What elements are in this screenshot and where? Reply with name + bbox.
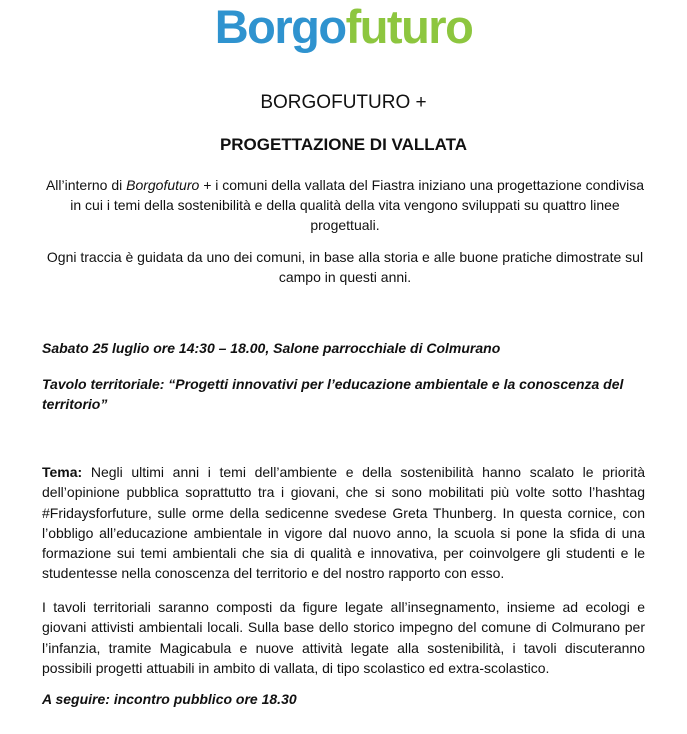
intro-paragraph-2: Ogni traccia è guidata da uno dei comuni, in base alla storia e alle buone pratiche dimostrate sul campo in questi anni. (46, 249, 644, 285)
borgofuturo-logo (0, 2, 687, 52)
logo-part-futuro: futuro (345, 0, 473, 53)
tavoli-paragraph: I tavoli territoriali saranno composti da figure legate all’insegnamento, insieme ad ecologi e giovani attivisti ambientali locali. Sulla base dello storico impegno del comune di Colmurano per l’infanzia, tramite Magicabula e nuove attività legate alla sostenibilità, i tavoli discuteranno possibili progetti attuabili in ambito di vallata, di tipo scolastico ed extra-scolastico. (42, 599, 645, 676)
tema-paragraph (42, 462, 645, 584)
intro-paragraph-1 (40, 175, 650, 235)
follow-up-event: A seguire: incontro pubblico ore 18.30 (42, 691, 297, 707)
intro-text-after: i comuni della vallata del Fiastra iniziano una progettazione condivisa in cui i temi della sostenibilità e della qualità della vita vengono sviluppati su quattro linee progettuali. (70, 177, 645, 233)
tema-label: Tema: (42, 464, 83, 480)
document-subtitle: BORGOFUTURO + (260, 92, 427, 113)
tema-text: Negli ultimi anni i temi dell’ambiente e della sostenibilità hanno scalato le priorità dell’opinione pubblica soprattutto tra i giovani, che si sono mobilitati più volte sotto l’hashtag #Fridaysforfuture, sulle orme della sedicenne svedese Greta Thunberg. In questa cornice, con l’obbligo all’educazione ambientale in vigore dal nuovo anno, la scuola si pone la sfida di una formazione sui temi ambientali che sia di qualità e innovativa, per coinvolgere gli studenti e le studentesse nella conoscenza del territorio e del nostro rapporto con esso. (42, 464, 645, 582)
event-date-line: Sabato 25 luglio ore 14:30 – 18.00, Salone parrocchiale di Colmurano (42, 340, 501, 356)
logo-part-borgo: Borgo (214, 0, 346, 53)
intro-text-before: All’interno di (45, 177, 127, 193)
event-table-title: Tavolo territoriale: “Progetti innovativi per l’educazione ambientale e la conoscenza del territorio” (42, 376, 624, 412)
intro-text-emphasis: Borgofuturo + (126, 177, 212, 193)
document-title: PROGETTAZIONE DI VALLATA (219, 135, 468, 154)
